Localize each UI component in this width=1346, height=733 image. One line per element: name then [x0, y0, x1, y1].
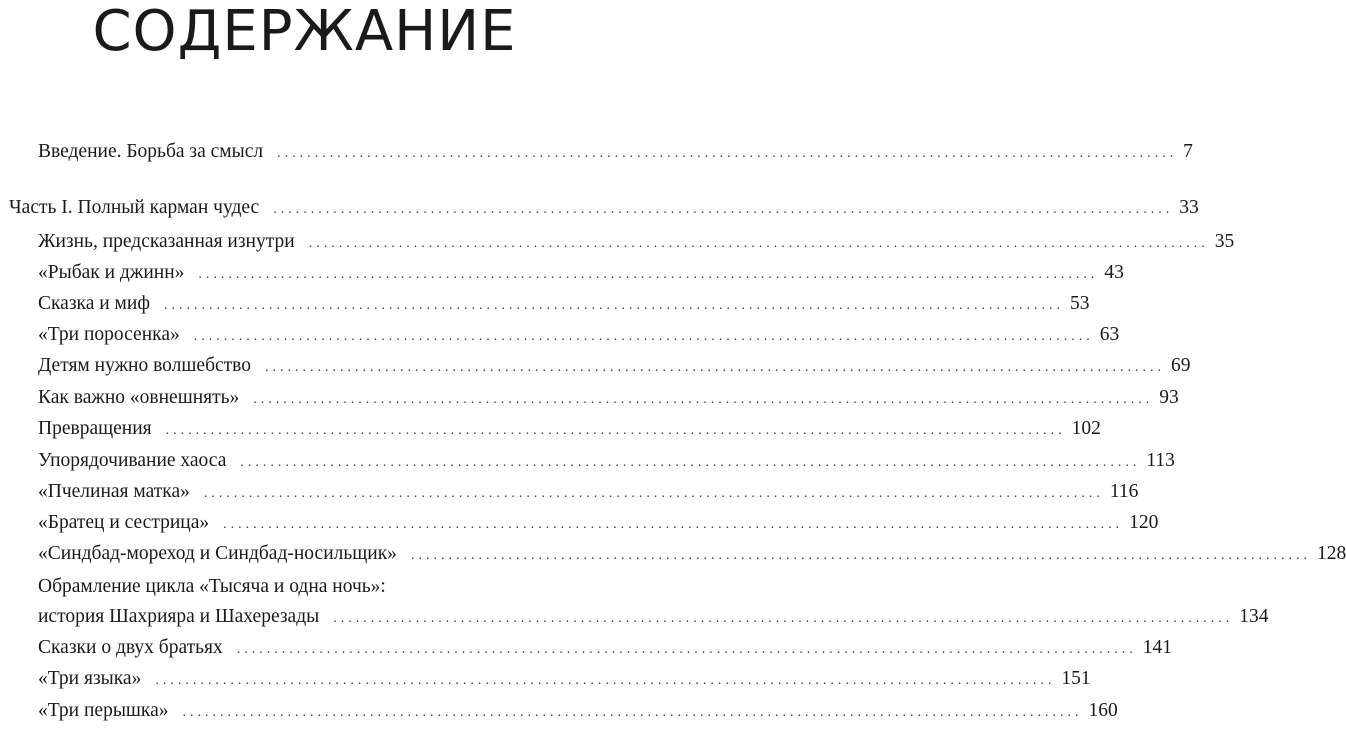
toc-entry-label: «Три поросенка» [38, 324, 180, 345]
toc-entry-page: 53 [1069, 293, 1090, 314]
toc-entry-label: Детям нужно волшебство [38, 355, 251, 376]
toc-leader-dots: ........................................................................................................................ [240, 455, 1141, 470]
toc-entry-label: «Братец и сестрица» [38, 512, 210, 533]
toc-entry [38, 383, 1179, 413]
toc-entry-page: 128 [1316, 543, 1346, 564]
toc-entry-label: «Рыбак и джинн» [38, 262, 185, 283]
toc-entry [38, 258, 1124, 288]
toc-leader-dots: ........................................................................................................................ [277, 146, 1178, 161]
toc-leader-dots: ........................................................................................................................ [333, 611, 1234, 626]
toc-entry [38, 664, 1091, 694]
toc-leader-dots: ........................................................................................................................ [198, 267, 1099, 282]
toc-entry-label: история Шахрияра и Шахерезады [38, 606, 320, 627]
toc-entry-page: 116 [1109, 481, 1139, 502]
toc-entry [38, 289, 1090, 319]
toc-leader-dots: ........................................................................................................................ [203, 486, 1104, 501]
toc-entry [38, 508, 1159, 538]
toc-entry-page: 134 [1239, 606, 1269, 627]
page-title: СОДЕРЖАНИЕ [92, 0, 517, 64]
toc-entry [38, 633, 1172, 663]
toc-entry-page: 63 [1099, 324, 1120, 345]
toc-entry [38, 572, 598, 602]
toc-entry-label: Введение. Борьба за смысл [38, 141, 264, 162]
toc-entry [38, 477, 1139, 507]
toc-entry-page: 7 [1183, 141, 1193, 162]
toc-entry-label: «Пчелиная матка» [38, 481, 190, 502]
toc-entry-label: «Три перышка» [38, 700, 169, 721]
toc-entry-page: 120 [1129, 512, 1159, 533]
toc-entry-label: Обрамление цикла «Тысяча и одна ночь»: [38, 576, 386, 597]
toc-entry [38, 539, 1346, 569]
toc-entry-page: 113 [1146, 450, 1175, 471]
toc-entry-page: 102 [1071, 418, 1101, 439]
toc-leader-dots: ........................................................................................................................ [182, 705, 1083, 720]
toc-entry-page: 33 [1179, 197, 1199, 218]
toc-entry-page: 93 [1159, 387, 1179, 408]
toc-entry-label: «Три языка» [38, 668, 142, 689]
toc-entry-label: Сказки о двух братьях [38, 637, 223, 658]
toc-entry-page: 141 [1142, 637, 1172, 658]
toc-entry-label: Упорядочивание хаоса [38, 450, 227, 471]
toc-leader-dots: ........................................................................................................................ [155, 673, 1056, 688]
toc-entry-label: «Синдбад-мореход и Синдбад-носильщик» [38, 543, 397, 564]
toc-entry [38, 602, 1269, 632]
toc-entry-page: 69 [1171, 355, 1191, 376]
toc-leader-dots: ........................................................................................................................ [265, 360, 1165, 375]
toc-entry-label: Сказка и миф [38, 293, 150, 314]
toc-entry [38, 320, 1120, 350]
toc-leader-dots: ........................................................................................................................ [410, 548, 1311, 563]
toc-entry-label: Превращения [38, 418, 152, 439]
toc-entry [38, 414, 1101, 444]
toc-leader-dots: ........................................................................................................................ [308, 236, 1209, 251]
toc-leader-dots: ........................................................................................................................ [163, 298, 1064, 313]
toc-entry [9, 193, 1199, 223]
toc-leader-dots: ........................................................................................................................ [253, 392, 1154, 407]
toc-entry-label: Часть I. Полный карман чудес [9, 197, 260, 218]
toc-entry-page: 35 [1214, 231, 1235, 252]
toc-entry-page: 160 [1088, 700, 1118, 721]
toc-entry [38, 137, 1193, 167]
toc-leader-dots: ........................................................................................................................ [165, 423, 1066, 438]
toc-entry-label: Жизнь, предсказанная изнутри [38, 231, 295, 252]
toc-leader-dots: ........................................................................................................................ [193, 329, 1094, 344]
toc-entry-page: 151 [1061, 668, 1091, 689]
toc-entry [38, 351, 1191, 381]
toc-leader-dots: ........................................................................................................................ [273, 202, 1174, 217]
toc-entry [38, 696, 1118, 726]
toc-entry [38, 227, 1235, 257]
toc-entry-page: 43 [1104, 262, 1124, 283]
toc-entry [38, 446, 1175, 476]
toc-leader-dots: ........................................................................................................................ [223, 517, 1124, 532]
toc-leader-dots: ........................................................................................................................ [236, 642, 1137, 657]
toc-entry-label: Как важно «овнешнять» [38, 387, 240, 408]
